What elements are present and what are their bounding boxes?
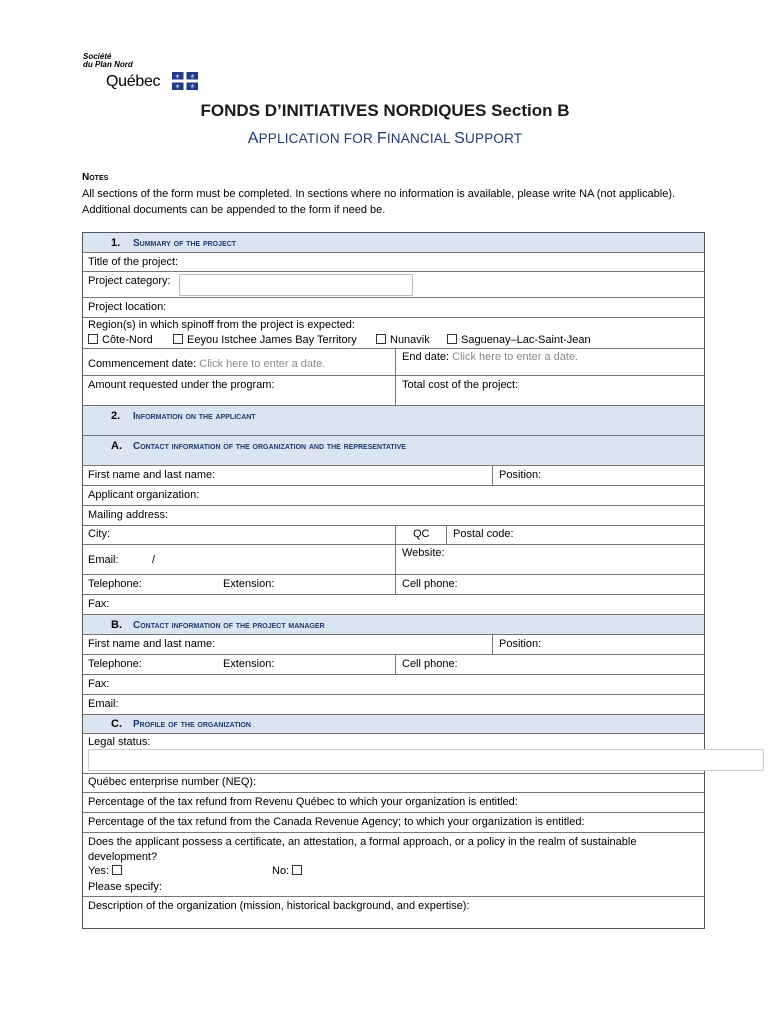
tax-refund-canada-row[interactable]: Percentage of the tax refund from the Canada Revenue Agency; to which your organization is entitled: xyxy=(83,813,704,833)
manager-email-row[interactable]: Email: xyxy=(83,695,704,715)
project-category-field[interactable] xyxy=(179,274,413,296)
mailing-address-row[interactable]: Mailing address: xyxy=(83,506,704,526)
dates-row xyxy=(83,349,704,376)
organization-description-row[interactable]: Description of the organization (mission, historical background, and expertise): xyxy=(88,900,470,912)
section1-header: 1. Summary of the project xyxy=(83,233,704,253)
contact-name-row: First name and last name: Position: xyxy=(83,466,704,486)
no-option[interactable]: No: xyxy=(272,865,306,877)
page-title: FONDS D’INITIATIVES NORDIQUES Section B xyxy=(200,101,570,120)
total-cost-cell[interactable]: Total cost of the project: xyxy=(395,376,704,405)
cell-phone-cell[interactable]: Cell phone: xyxy=(395,575,704,594)
application-form xyxy=(82,232,705,929)
no-checkbox[interactable] xyxy=(292,865,302,875)
website-cell[interactable]: Website: xyxy=(395,545,704,574)
tax-refund-quebec-row[interactable]: Percentage of the tax refund from Revenu Québec to which your organization is entitled: xyxy=(83,793,704,813)
project-title-row[interactable]: Title of the project: xyxy=(83,253,704,272)
commencement-date[interactable]: Commencement date: Click here to enter a date. xyxy=(88,358,326,370)
amount-row: Amount requested under the program: Total cost of the project: xyxy=(83,376,704,406)
svg-text:⚜: ⚜ xyxy=(189,74,196,81)
logo-text: Société du Plan Nord xyxy=(83,52,133,69)
svg-text:⚜: ⚜ xyxy=(174,74,181,81)
quebec-flag-icon xyxy=(172,72,198,90)
yes-option[interactable]: Yes: xyxy=(88,865,126,877)
region-nunavik[interactable]: Nunavik xyxy=(376,334,430,346)
svg-text:⚜: ⚜ xyxy=(174,84,181,90)
project-location-row[interactable]: Project location: xyxy=(83,298,704,318)
fax-row[interactable]: Fax: xyxy=(83,595,704,615)
legal-status-field[interactable] xyxy=(88,749,764,771)
checkbox[interactable] xyxy=(376,334,386,344)
section2a-header: A. Contact information of the organization and the representative xyxy=(83,436,704,466)
manager-fax-row[interactable]: Fax: xyxy=(83,675,704,695)
section2b-header: B. Contact information of the project manager xyxy=(83,615,704,635)
region-cote-nord[interactable]: Côte-Nord xyxy=(88,334,153,346)
section2-header: 2. Information on the applicant xyxy=(83,406,704,436)
province-cell: QC xyxy=(395,526,446,544)
page-subtitle: APPLICATION FOR FINANCIAL SUPPORT xyxy=(247,130,523,147)
email-row: Email: / Website: xyxy=(83,545,704,575)
manager-name-row: First name and last name: Position: xyxy=(83,635,704,655)
applicant-org-row[interactable]: Applicant organization: xyxy=(83,486,704,506)
logo-name: Québec xyxy=(106,73,161,90)
manager-cell-phone-cell[interactable]: Cell phone: xyxy=(395,655,704,674)
neq-row[interactable]: Québec enterprise number (NEQ): xyxy=(83,774,704,793)
telephone-row: Telephone: Extension: Cell phone: xyxy=(83,575,704,595)
quebec-logo xyxy=(82,53,202,93)
notes-text: All sections of the form must be completed. In sections where no information is available, please write NA (not applicable). Additional documents can be appended to the form if need be. xyxy=(82,188,676,216)
region-eeyou-istchee[interactable]: Eeyou Istchee James Bay Territory xyxy=(173,334,357,346)
project-category-row: Project category: xyxy=(83,272,704,298)
checkbox[interactable] xyxy=(447,334,457,344)
legal-status-row: Legal status: xyxy=(83,734,704,774)
notes-heading: Notes xyxy=(82,172,109,183)
end-date-cell[interactable]: End date: Click here to enter a date. xyxy=(395,349,704,375)
yes-checkbox[interactable] xyxy=(112,865,122,875)
region-saguenay[interactable]: Saguenay–Lac-Saint-Jean xyxy=(447,334,591,346)
svg-text:⚜: ⚜ xyxy=(189,84,196,90)
city-row: City: QC Postal code: xyxy=(83,526,704,545)
checkbox[interactable] xyxy=(173,334,183,344)
regions-row: Region(s) in which spinoff from the project is expected: Côte-Nord Eeyou Istchee James Bay Territory Nunavik Saguenay–Lac-Saint-Jean xyxy=(83,318,704,349)
checkbox[interactable] xyxy=(88,334,98,344)
section2c-header: C. Profile of the organization xyxy=(83,715,704,734)
manager-telephone-row: Telephone: Extension: Cell phone: xyxy=(83,655,704,675)
position-cell[interactable]: Position: xyxy=(492,466,704,485)
manager-position-cell[interactable]: Position: xyxy=(492,635,704,654)
sustainable-development-row: Does the applicant possess a certificate, an attestation, a formal approach, or a policy in the realm of sustainable development? Yes: No: Please specify: xyxy=(83,833,704,897)
postal-code-cell[interactable]: Postal code: xyxy=(446,526,704,544)
